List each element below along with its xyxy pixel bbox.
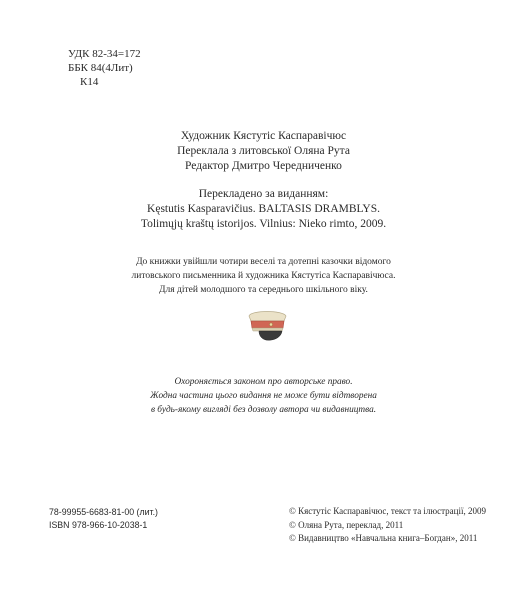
credits-block <box>0 129 527 174</box>
classification-block <box>68 47 141 89</box>
annotation-block <box>0 255 527 297</box>
bbk-code: ББК 84(4Лит) <box>68 62 133 74</box>
annotation-line: Для дітей молодшого та середнього шкільного віку. <box>159 285 368 295</box>
copyright-line: © Оляна Рута, переклад, 2011 <box>289 519 404 530</box>
rights-line: Охороняється законом про авторське право. <box>174 377 353 387</box>
cap-icon <box>243 307 291 345</box>
udk-code: УДК 82-34=172 <box>68 48 141 60</box>
copyright-line: © Кястутіс Каспаравічюс, текст та ілюстрації, 2009 <box>289 506 486 516</box>
translator-credit: Переклала з литовської Оляна Рута <box>177 145 350 157</box>
rights-line: Жодна частина цього видання не може бути відтворена <box>150 391 377 401</box>
annotation-line: литовського письменника й художника Кястутіса Каспаравічюса. <box>131 271 396 281</box>
copyright-line: © Видавництво «Навчальна книга–Богдан», 2011 <box>289 533 478 543</box>
translated-from-heading: Перекладено за виданням: <box>198 188 329 200</box>
copyright-block <box>289 505 486 546</box>
original-publisher: Tolimųjų kraštų istorijos. Vilnius: Nieko rimto, 2009. <box>140 218 387 230</box>
original-title: Kęstutis Kasparavičius. BALTASIS DRAMBLYS. <box>147 203 380 215</box>
editor-credit: Редактор Дмитро Чередниченко <box>185 160 342 172</box>
isbn-lithuanian: 78-99955-6683-81-00 (лит.) <box>49 507 158 517</box>
rights-line: в будь-якому вигляді без дозволу автора чи видавництва. <box>150 405 377 415</box>
artist-credit: Художник Кястутіс Каспаравічюс <box>180 130 347 142</box>
isbn-ukrainian: ISBN 978-966-10-2038-1 <box>49 520 148 530</box>
annotation-line: До книжки увійшли чотири веселі та дотепні казочки відомого <box>136 257 391 267</box>
translated-from-block <box>0 187 527 232</box>
isbn-block <box>49 506 158 532</box>
rights-notice <box>0 375 527 417</box>
author-mark: К14 <box>80 76 99 88</box>
